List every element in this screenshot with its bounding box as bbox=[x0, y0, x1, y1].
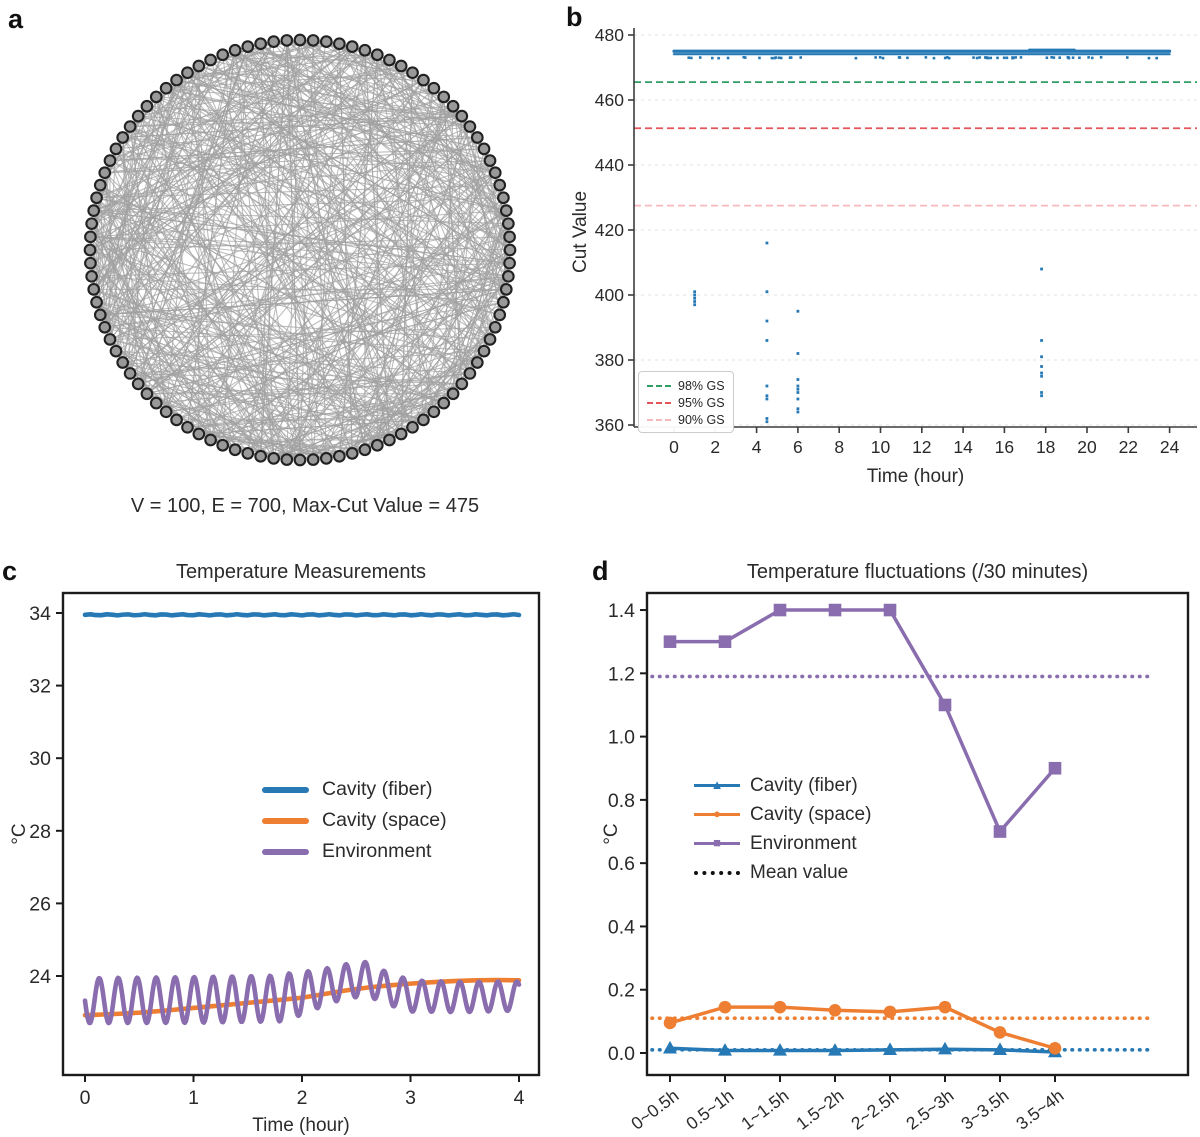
panel-d-title: Temperature fluctuations (/30 minutes) bbox=[746, 561, 1089, 583]
legend-item-cavity-fiber bbox=[262, 774, 447, 805]
legend-label: Cavity (space) bbox=[750, 803, 872, 825]
svg-text:4: 4 bbox=[513, 1087, 525, 1109]
svg-text:20: 20 bbox=[1077, 437, 1097, 457]
legend-item-environment bbox=[694, 829, 871, 858]
svg-text:400: 400 bbox=[594, 285, 624, 305]
svg-text:34: 34 bbox=[29, 603, 51, 625]
legend-label: Cavity (space) bbox=[322, 809, 447, 831]
panel-label-d: d bbox=[592, 556, 609, 586]
pink-dash-sample bbox=[647, 419, 671, 421]
svg-text:22: 22 bbox=[1118, 437, 1139, 457]
svg-text:1~1.5h: 1~1.5h bbox=[737, 1085, 793, 1134]
celsius-axis-label-c: °C bbox=[9, 823, 30, 845]
network-caption: V = 100, E = 700, Max-Cut Value = 475 bbox=[130, 495, 480, 517]
svg-text:440: 440 bbox=[594, 155, 624, 175]
time-axis-label-b: Time (hour) bbox=[866, 466, 965, 487]
svg-text:24: 24 bbox=[29, 966, 51, 988]
legend-label: Cavity (fiber) bbox=[750, 774, 858, 796]
legend-label: 90% GS bbox=[678, 412, 725, 427]
svg-text:3: 3 bbox=[405, 1087, 416, 1109]
dotted-line-icon bbox=[694, 865, 740, 880]
svg-text:12: 12 bbox=[912, 437, 932, 457]
svg-text:360: 360 bbox=[594, 415, 624, 435]
svg-text:24: 24 bbox=[1159, 437, 1180, 457]
svg-text:4: 4 bbox=[751, 437, 762, 457]
svg-text:1: 1 bbox=[188, 1087, 199, 1109]
panel-label-b: b bbox=[566, 2, 583, 32]
time-axis-label-c: Time (hour) bbox=[252, 1115, 350, 1136]
blue-line-sample bbox=[262, 787, 309, 793]
orange-line-sample bbox=[262, 818, 309, 824]
svg-text:0: 0 bbox=[79, 1087, 91, 1109]
celsius-axis-label-d: °C bbox=[601, 823, 622, 845]
legend-item-95-gs bbox=[647, 394, 725, 411]
svg-text:420: 420 bbox=[594, 220, 624, 240]
svg-text:1.5~2h: 1.5~2h bbox=[792, 1085, 848, 1134]
svg-text:0: 0 bbox=[669, 437, 679, 457]
svg-text:0.6: 0.6 bbox=[607, 853, 635, 876]
svg-text:0.5~1h: 0.5~1h bbox=[682, 1085, 738, 1134]
svg-text:380: 380 bbox=[594, 350, 624, 370]
svg-text:18: 18 bbox=[1035, 437, 1056, 457]
legend-label: Cavity (fiber) bbox=[322, 778, 433, 800]
legend-item-cavity-fiber bbox=[694, 771, 871, 800]
fluctuation-legend bbox=[694, 771, 871, 887]
svg-text:32: 32 bbox=[29, 675, 51, 698]
red-dash-sample bbox=[647, 402, 671, 404]
purple-line-sample bbox=[262, 849, 309, 855]
circle-marker-icon: ● bbox=[694, 807, 740, 822]
legend-label: Mean value bbox=[750, 861, 849, 883]
panel-c-title: Temperature Measurements bbox=[175, 561, 427, 583]
svg-text:0.0: 0.0 bbox=[607, 1043, 635, 1065]
legend-item-mean-value bbox=[694, 858, 871, 887]
svg-text:0.4: 0.4 bbox=[607, 916, 635, 939]
gs-threshold-legend bbox=[638, 371, 734, 433]
svg-text:0~0.5h: 0~0.5h bbox=[627, 1085, 683, 1134]
svg-text:2: 2 bbox=[296, 1087, 308, 1109]
legend-label: 98% GS bbox=[678, 378, 725, 393]
svg-text:1.4: 1.4 bbox=[607, 600, 635, 623]
svg-text:14: 14 bbox=[953, 437, 973, 457]
network-graph-panel bbox=[85, 35, 516, 466]
legend-item-90-gs bbox=[647, 411, 725, 428]
legend-label: Environment bbox=[750, 832, 857, 854]
square-marker-icon: ■ bbox=[694, 836, 740, 851]
svg-text:1.0: 1.0 bbox=[607, 726, 635, 749]
svg-text:16: 16 bbox=[994, 437, 1015, 457]
svg-text:2~2.5h: 2~2.5h bbox=[847, 1085, 903, 1134]
legend-item-cavity-space bbox=[262, 805, 447, 836]
svg-text:2: 2 bbox=[710, 437, 721, 457]
svg-text:480: 480 bbox=[594, 25, 624, 45]
svg-text:3.5~4h: 3.5~4h bbox=[1012, 1085, 1068, 1134]
legend-label: Environment bbox=[322, 840, 432, 862]
svg-text:3~3.5h: 3~3.5h bbox=[957, 1085, 1013, 1134]
svg-text:0.8: 0.8 bbox=[607, 789, 635, 812]
cut-value-axis-label: Cut Value bbox=[570, 190, 591, 274]
svg-text:0.2: 0.2 bbox=[607, 979, 635, 1002]
svg-text:460: 460 bbox=[594, 90, 624, 110]
legend-item-environment bbox=[262, 836, 447, 867]
legend-item-cavity-space bbox=[694, 800, 871, 829]
panel-label-a: a bbox=[8, 4, 24, 34]
svg-text:2.5~3h: 2.5~3h bbox=[902, 1085, 958, 1134]
legend-label: 95% GS bbox=[678, 395, 725, 410]
panel-label-c: c bbox=[2, 556, 18, 586]
svg-text:1.2: 1.2 bbox=[607, 663, 635, 686]
green-dash-sample bbox=[647, 385, 671, 387]
svg-text:30: 30 bbox=[29, 748, 51, 771]
temperature-legend bbox=[262, 774, 447, 867]
svg-text:10: 10 bbox=[870, 437, 891, 457]
svg-text:28: 28 bbox=[29, 820, 51, 843]
svg-text:26: 26 bbox=[29, 893, 51, 916]
svg-text:6: 6 bbox=[793, 437, 803, 457]
triangle-marker-icon: ▲ bbox=[694, 778, 740, 793]
legend-item-98-gs bbox=[647, 377, 725, 394]
svg-text:8: 8 bbox=[834, 437, 845, 457]
